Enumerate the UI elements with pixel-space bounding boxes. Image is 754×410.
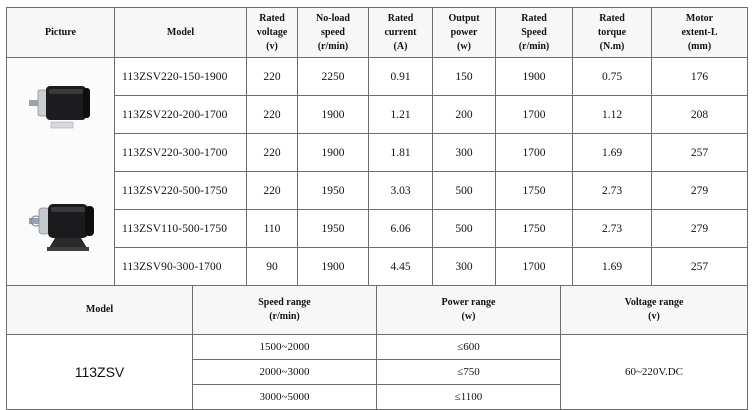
header-line: No-load <box>316 12 350 24</box>
cell-voltage: 220 <box>247 96 298 134</box>
cell-torque: 1.12 <box>573 96 652 134</box>
cell-voltage: 220 <box>247 134 298 172</box>
cell-rated-speed: 1750 <box>496 210 573 248</box>
header-line: Power range <box>441 297 496 308</box>
header-line: Rated <box>599 12 625 24</box>
range-header-row <box>7 286 748 335</box>
range-speed-cell: 1500~2000 <box>193 335 377 360</box>
table-row <box>7 58 748 96</box>
cell-current: 1.21 <box>369 96 433 134</box>
header-line: current <box>384 26 417 38</box>
motor-foot-mount-icon <box>29 198 99 254</box>
cell-voltage: 220 <box>247 172 298 210</box>
header-line: (N.m) <box>599 40 625 52</box>
header-rated-voltage <box>247 8 298 58</box>
cell-rated-speed: 1700 <box>496 96 573 134</box>
cell-torque: 1.69 <box>573 248 652 286</box>
spec-header-row <box>7 8 748 58</box>
range-header-power <box>377 286 561 335</box>
header-line: Motor <box>685 12 714 24</box>
header-model <box>115 8 247 58</box>
cell-torque: 1.69 <box>573 134 652 172</box>
cell-power: 300 <box>433 248 496 286</box>
header-line: power <box>450 26 478 38</box>
header-line: (r/min) <box>317 40 349 52</box>
range-power-cell: ≤1100 <box>377 385 561 410</box>
header-line: Picture <box>45 26 76 38</box>
header-motor-length <box>652 8 748 58</box>
header-line: (A) <box>393 40 408 52</box>
cell-model: 113ZSV220-300-1700 <box>115 134 247 172</box>
cell-voltage: 90 <box>247 248 298 286</box>
header-line: torque <box>597 26 627 38</box>
cell-model: 113ZSV220-150-1900 <box>115 58 247 96</box>
header-line: (mm) <box>687 40 712 52</box>
cell-torque: 2.73 <box>573 172 652 210</box>
header-rated-torque <box>573 8 652 58</box>
cell-torque: 0.75 <box>573 58 652 96</box>
cell-current: 0.91 <box>369 58 433 96</box>
header-line: extent-L <box>681 26 718 38</box>
table-row <box>7 134 748 172</box>
header-line: (v) <box>648 311 660 322</box>
cell-power: 500 <box>433 172 496 210</box>
header-line: Rated <box>259 12 285 24</box>
table-row <box>7 248 748 286</box>
cell-length: 279 <box>652 210 748 248</box>
table-row <box>7 96 748 134</box>
cell-length: 257 <box>652 248 748 286</box>
cell-voltage: 110 <box>247 210 298 248</box>
cell-model: 113ZSV220-500-1750 <box>115 172 247 210</box>
header-picture <box>7 8 115 58</box>
range-header-voltage <box>561 286 748 335</box>
range-model-cell: 113ZSV <box>7 335 193 410</box>
header-line: Model <box>166 26 195 38</box>
header-line: (w) <box>461 311 476 322</box>
cell-power: 150 <box>433 58 496 96</box>
table-row <box>7 210 748 248</box>
cell-torque: 2.73 <box>573 210 652 248</box>
motor-pictures-cell <box>7 58 115 286</box>
header-output-power <box>433 8 496 58</box>
cell-model: 113ZSV110-500-1750 <box>115 210 247 248</box>
header-line: Speed range <box>258 297 311 308</box>
cell-no-load-speed: 2250 <box>298 58 369 96</box>
cell-no-load-speed: 1950 <box>298 172 369 210</box>
motor-spec-table <box>6 7 748 286</box>
range-voltage-cell: 60~220V.DC <box>561 335 748 410</box>
cell-model: 113ZSV90-300-1700 <box>115 248 247 286</box>
range-speed-cell: 2000~3000 <box>193 360 377 385</box>
header-line: speed <box>321 26 345 38</box>
cell-no-load-speed: 1950 <box>298 210 369 248</box>
cell-no-load-speed: 1900 <box>298 96 369 134</box>
header-line: Rated <box>387 12 414 24</box>
cell-length: 279 <box>652 172 748 210</box>
header-rated-current <box>369 8 433 58</box>
range-power-cell: ≤750 <box>377 360 561 385</box>
cell-current: 6.06 <box>369 210 433 248</box>
cell-model: 113ZSV220-200-1700 <box>115 96 247 134</box>
model-range-table <box>6 285 748 410</box>
header-line: Rated <box>521 12 547 24</box>
range-header-model <box>7 286 193 335</box>
header-line: Output <box>448 12 480 24</box>
header-line: (r/min) <box>269 311 300 322</box>
header-line: Speed <box>521 26 547 38</box>
cell-rated-speed: 1700 <box>496 134 573 172</box>
range-header-speed <box>193 286 377 335</box>
cell-power: 200 <box>433 96 496 134</box>
cell-rated-speed: 1700 <box>496 248 573 286</box>
cell-no-load-speed: 1900 <box>298 248 369 286</box>
cell-no-load-speed: 1900 <box>298 134 369 172</box>
spec-document <box>6 7 747 410</box>
cell-voltage: 220 <box>247 58 298 96</box>
table-row <box>7 172 748 210</box>
range-speed-cell: 3000~5000 <box>193 385 377 410</box>
header-no-load-speed <box>298 8 369 58</box>
table-row <box>7 335 748 360</box>
cell-power: 300 <box>433 134 496 172</box>
cell-power: 500 <box>433 210 496 248</box>
header-line: Model <box>85 304 114 315</box>
cell-length: 257 <box>652 134 748 172</box>
header-rated-speed <box>496 8 573 58</box>
header-line: Voltage range <box>624 297 684 308</box>
header-line: (v) <box>266 40 278 52</box>
cell-current: 4.45 <box>369 248 433 286</box>
cell-length: 208 <box>652 96 748 134</box>
motor-flange-icon <box>27 78 93 134</box>
cell-rated-speed: 1750 <box>496 172 573 210</box>
cell-current: 3.03 <box>369 172 433 210</box>
header-line: (r/min) <box>518 40 550 52</box>
header-line: voltage <box>256 26 288 38</box>
cell-current: 1.81 <box>369 134 433 172</box>
header-line: (w) <box>457 40 471 52</box>
cell-rated-speed: 1900 <box>496 58 573 96</box>
range-power-cell: ≤600 <box>377 335 561 360</box>
cell-length: 176 <box>652 58 748 96</box>
